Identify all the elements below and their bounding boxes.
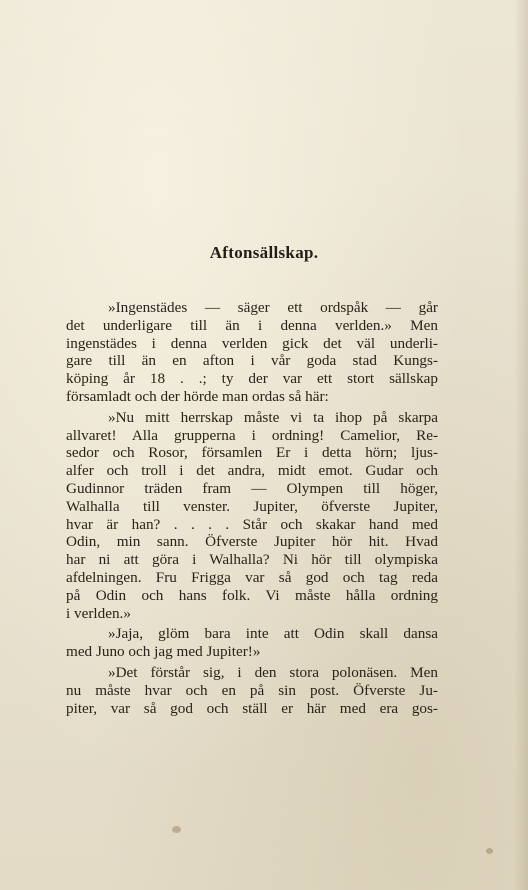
text-line: »Jaja, glöm bara inte att Odin skall dansa [108, 625, 438, 643]
text-line: det underligare till än i denna verlden.» Men [66, 316, 438, 334]
text-line: nu måste hvar och en på sin post. Öfverste Ju- [66, 681, 438, 699]
text-line: gare till än en afton i vår goda stad Kungs- [66, 352, 438, 370]
text-line: församladt och der hörde man ordas så här: [66, 387, 329, 405]
text-line: på Odin och hans folk. Vi måste hålla ordning [66, 586, 438, 604]
text-line: Gudinnor träden fram — Olympen till höger, [66, 479, 438, 497]
text-line: köping år 18 . .; ty der var ett stort sällskap [66, 370, 438, 388]
text-line: »Nu mitt herrskap måste vi ta ihop på skarpa [108, 408, 438, 426]
body-text [66, 299, 438, 717]
text-line: sedor och Rosor, församlen Er i detta hörn; ljus- [66, 444, 438, 462]
text-line: Odin, min sann. Öfverste Jupiter hör hit. Hvad [66, 533, 438, 551]
text-line: med Juno och jag med Jupiter!» [66, 643, 261, 661]
chapter-title: Aftonsällskap. [209, 243, 319, 262]
text-line: piter, var så god och ställ er här med era gos- [66, 699, 438, 717]
text-line: »Ingenstädes — säger ett ordspåk — går [108, 299, 438, 316]
text-line: alfer och troll i det andra, midt emot. Gudar och [66, 462, 438, 480]
text-line: har ni att göra i Walhalla? Ni hör till olympiska [66, 551, 438, 569]
text-line: afdelningen. Fru Frigga var så god och tag reda [66, 568, 438, 586]
text-line: i verlden.» [66, 604, 131, 622]
text-line: »Det förstår sig, i den stora polonäsen. Men [108, 663, 438, 681]
text-line: allvaret! Alla grupperna i ordning! Camelior, Re- [66, 426, 438, 444]
paper-stain [486, 848, 493, 854]
paper-stain [172, 826, 181, 833]
text-line: Walhalla till venster. Jupiter, öfverste Jupiter, [66, 497, 438, 515]
text-line: hvar är han? . . . . Står och skakar hand med [66, 515, 438, 533]
text-line: ingenstädes i denna verlden gick det väl underli- [66, 334, 438, 352]
page-edge-shadow [514, 0, 528, 890]
